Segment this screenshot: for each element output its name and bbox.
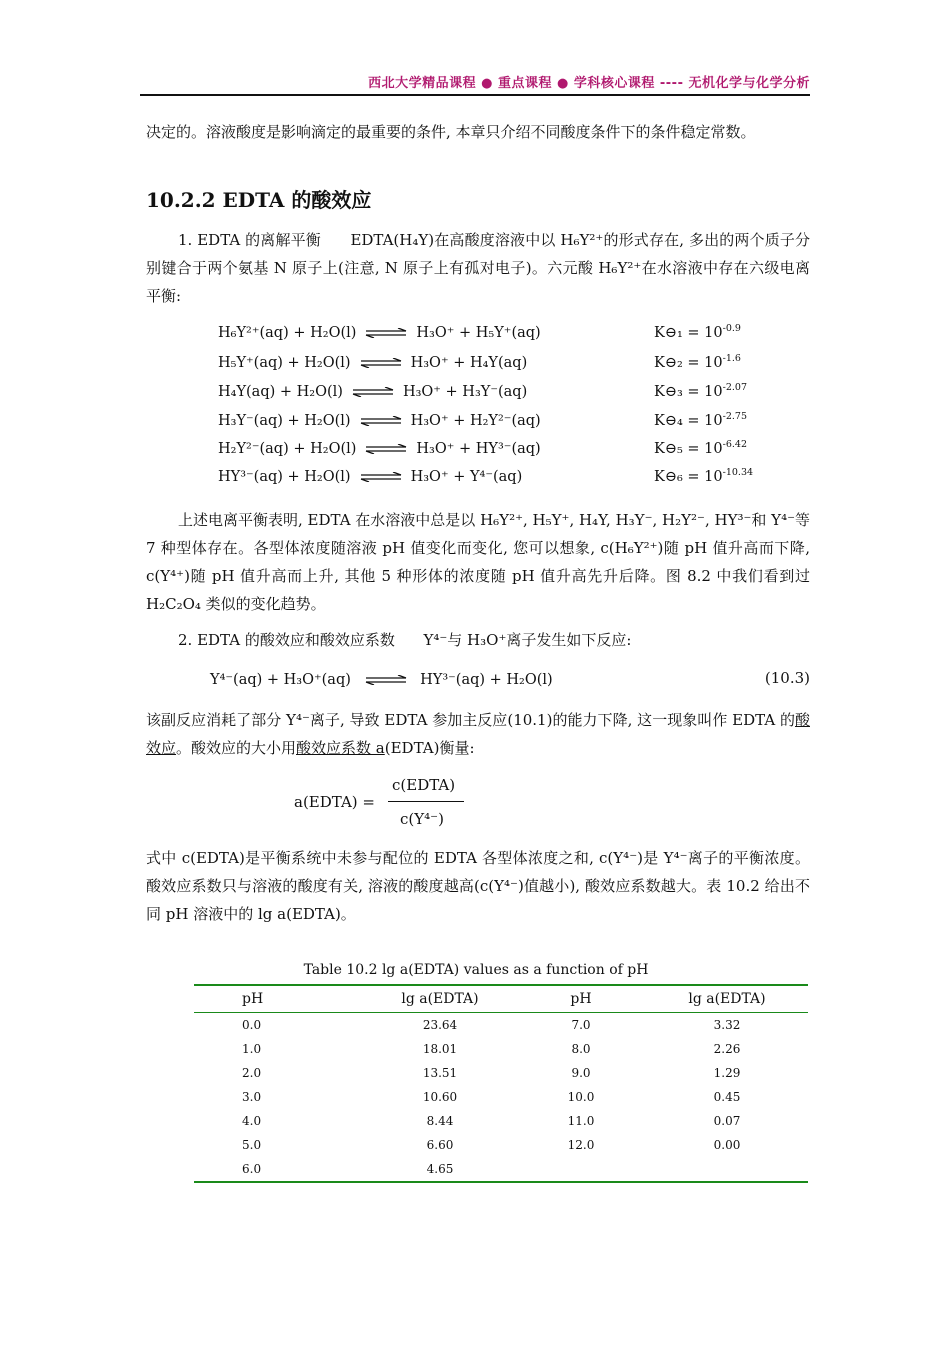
equilibrium-equation [218, 408, 541, 434]
table-cell: 11.0 [567, 1114, 595, 1128]
constant-exponent: -0.9 [722, 323, 741, 335]
table-cell: 7.0 [571, 1018, 591, 1032]
constant-exponent: -2.75 [722, 411, 747, 423]
table-cell: 5.0 [242, 1138, 262, 1152]
table-header-row [194, 986, 808, 1012]
section-title: 10.2.2 EDTA 的酸效应 [146, 188, 372, 212]
equilibrium-constant [654, 320, 741, 346]
equilibrium-arrow-icon [364, 444, 408, 454]
table-row [194, 1013, 808, 1037]
equilibrium-right: H₃O⁺ + H₂Y²⁻(aq) [410, 413, 541, 429]
paragraph-definition [146, 706, 810, 762]
formula-denominator: c(Y⁴⁻) [400, 810, 444, 828]
constant-label: K⊖₂ = 10 [654, 355, 723, 371]
header-course-title: 西北大学精品课程 ● 重点课程 ● 学科核心课程 ---- 无机化学与化学分析 [368, 76, 810, 91]
table-cell: 3.32 [713, 1018, 741, 1032]
equilibrium-right: H₃O⁺ + H₃Y⁻(aq) [402, 384, 528, 400]
table-cell: 12.0 [567, 1138, 595, 1152]
equilibrium-left: HY³⁻(aq) + H₂O(l) [218, 469, 351, 485]
paragraph-lead: 1. EDTA 的离解平衡 [178, 231, 321, 249]
equilibrium-arrow-icon [359, 472, 403, 482]
equilibrium-equation [218, 436, 541, 462]
definition-part3: (EDTA)衡量: [384, 739, 475, 757]
table-cell: 6.0 [242, 1162, 262, 1176]
constant-exponent: -2.07 [722, 382, 747, 394]
table-header-cell: lg a(EDTA) [401, 991, 479, 1007]
equilibrium-left: H₆Y²⁺(aq) + H₂O(l) [218, 325, 357, 341]
reaction-right: HY³⁻(aq) + H₂O(l) [420, 672, 553, 688]
reaction-left: Y⁴⁻(aq) + H₃O⁺(aq) [210, 672, 351, 688]
paragraph-acid-effect [146, 626, 810, 654]
equation-number: (10.3) [764, 669, 810, 687]
page-header [140, 70, 810, 96]
table-body [194, 1013, 808, 1181]
definition-part2: 。酸效应的大小用 [176, 739, 297, 757]
constant-label: K⊖₅ = 10 [654, 441, 723, 457]
table-cell: 0.00 [713, 1138, 741, 1152]
table-cell: 18.01 [422, 1042, 458, 1056]
constant-label: K⊖₃ = 10 [654, 384, 723, 400]
fraction-bar [388, 801, 464, 802]
table-cell: 3.0 [242, 1090, 262, 1104]
paragraph-text: Y⁴⁻与 H₃O⁺离子发生如下反应: [423, 631, 632, 649]
table-cell: 6.60 [426, 1138, 454, 1152]
equilibrium-left: H₃Y⁻(aq) + H₂O(l) [218, 413, 351, 429]
equilibrium-left: H₅Y⁺(aq) + H₂O(l) [218, 355, 351, 371]
table-cell [646, 1157, 808, 1181]
equilibrium-right: H₃O⁺ + H₄Y(aq) [410, 355, 528, 371]
table-cell: 4.0 [242, 1114, 262, 1128]
reaction-equation [210, 667, 553, 693]
table-cell: 9.0 [571, 1066, 591, 1080]
table-bottom-rule [194, 1181, 808, 1183]
table-cell: 23.64 [422, 1018, 458, 1032]
equilibrium-equation [218, 350, 527, 376]
term-acid-effect-coefficient: 酸效应系数 a [296, 739, 385, 757]
data-table [194, 984, 808, 1183]
table-row [194, 1061, 808, 1085]
table-cell: 13.51 [422, 1066, 458, 1080]
table-cell: 2.26 [713, 1042, 741, 1056]
table-cell [516, 1157, 646, 1181]
table-cell: 0.45 [713, 1090, 741, 1104]
equilibrium-arrow-icon [359, 416, 403, 426]
equilibrium-equation [218, 464, 522, 490]
paragraph-species: 上述电离平衡表明, EDTA 在水溶液中总是以 H₆Y²⁺, H₅Y⁺, H₄Y, H₃Y⁻, H₂Y²⁻, HY³⁻和 Y⁴⁻等 7 种型体存在。各型体浓度随溶液 pH 值变化而变化, 您可以想象, c(H₆Y²⁺)随 pH 值升高而下降, c(Y⁴⁺)随 pH 值升高而上升, 其他 5 种形体的浓度随 pH 值升高先升后降。图 8.2 中我们看到过 H₂C₂O₄ 类似的变化趋势。 [146, 511, 811, 613]
table-header-cell: lg a(EDTA) [688, 991, 766, 1007]
table-cell: 4.65 [426, 1162, 454, 1176]
equilibrium-arrow-icon [359, 358, 403, 368]
paragraph-text: EDTA(H₄Y)在高酸度溶液中以 H₆Y²⁺的形式存在, 多出的两个质子分别键合于两个氨基 N 原子上(注意, N 原子上有孤对电子)。六元酸 H₆Y²⁺在水溶液中存在六级电离平衡: [146, 231, 811, 305]
equilibrium-constant [654, 464, 753, 490]
formula-lhs: a(EDTA) = [294, 793, 375, 811]
table-row [194, 1037, 808, 1061]
constant-exponent: -6.42 [722, 439, 747, 451]
table-row [194, 1157, 808, 1181]
constant-label: K⊖₆ = 10 [654, 469, 723, 485]
table-cell: 0.0 [242, 1018, 262, 1032]
equilibrium-constant [654, 408, 747, 434]
table-header-cell: pH [242, 991, 264, 1007]
equilibrium-equation [218, 320, 541, 346]
table-cell: 1.0 [242, 1042, 262, 1056]
equilibrium-constant [654, 436, 747, 462]
equilibrium-right: H₃O⁺ + H₅Y⁺(aq) [416, 325, 541, 341]
table-cell: 10.60 [422, 1090, 458, 1104]
constant-exponent: -1.6 [722, 353, 741, 365]
equilibrium-arrow-icon [351, 387, 395, 397]
table-header-cell: pH [570, 991, 592, 1007]
definition-part1: 该副反应消耗了部分 Y⁴⁻离子, 导致 EDTA 参加主反应(10.1)的能力下降, 这一现象叫作 EDTA 的 [146, 711, 795, 729]
table-cell: 10.0 [567, 1090, 595, 1104]
equilibrium-left: H₂Y²⁻(aq) + H₂O(l) [218, 441, 357, 457]
paragraph-explanation: 式中 c(EDTA)是平衡系统中未参与配位的 EDTA 各型体浓度之和, c(Y⁴⁻)是 Y⁴⁻离子的平衡浓度。酸效应系数只与溶液的酸度有关, 溶液的酸度越高(c(Y⁴⁻)值越小), 酸效应系数越大。表 10.2 给出不同 pH 溶液中的 lg a(EDTA)。 [146, 849, 810, 923]
table-caption: Table 10.2 lg a(EDTA) values as a function of pH [303, 962, 649, 978]
equilibrium-constant [654, 379, 747, 405]
intro-paragraph: 决定的。溶液酸度是影响滴定的最重要的条件, 本章只介绍不同酸度条件下的条件稳定常数。 [146, 123, 756, 141]
equilibrium-right: H₃O⁺ + HY³⁻(aq) [416, 441, 541, 457]
table-cell: 8.44 [426, 1114, 454, 1128]
table-cell: 0.07 [713, 1114, 741, 1128]
table-row [194, 1133, 808, 1157]
constant-exponent: -10.34 [722, 467, 754, 479]
equilibrium-arrow-icon [364, 328, 408, 338]
equilibrium-right: H₃O⁺ + Y⁴⁻(aq) [410, 469, 523, 485]
constant-label: K⊖₁ = 10 [654, 325, 723, 341]
equilibrium-arrow-icon [364, 675, 408, 685]
table-cell: 2.0 [242, 1066, 262, 1080]
table-row [194, 1109, 808, 1133]
term-acid-effect: 酸效应 [146, 711, 810, 757]
formula-numerator: c(EDTA) [392, 776, 456, 794]
table-row [194, 1085, 808, 1109]
paragraph-lead: 2. EDTA 的酸效应和酸效应系数 [178, 631, 395, 649]
equilibrium-equation [218, 379, 527, 405]
constant-label: K⊖₄ = 10 [654, 413, 723, 429]
table-cell: 1.29 [713, 1066, 741, 1080]
table-cell: 8.0 [571, 1042, 591, 1056]
equilibrium-constant [654, 350, 741, 376]
paragraph-dissociation [146, 226, 810, 310]
equilibrium-left: H₄Y(aq) + H₂O(l) [218, 384, 343, 400]
